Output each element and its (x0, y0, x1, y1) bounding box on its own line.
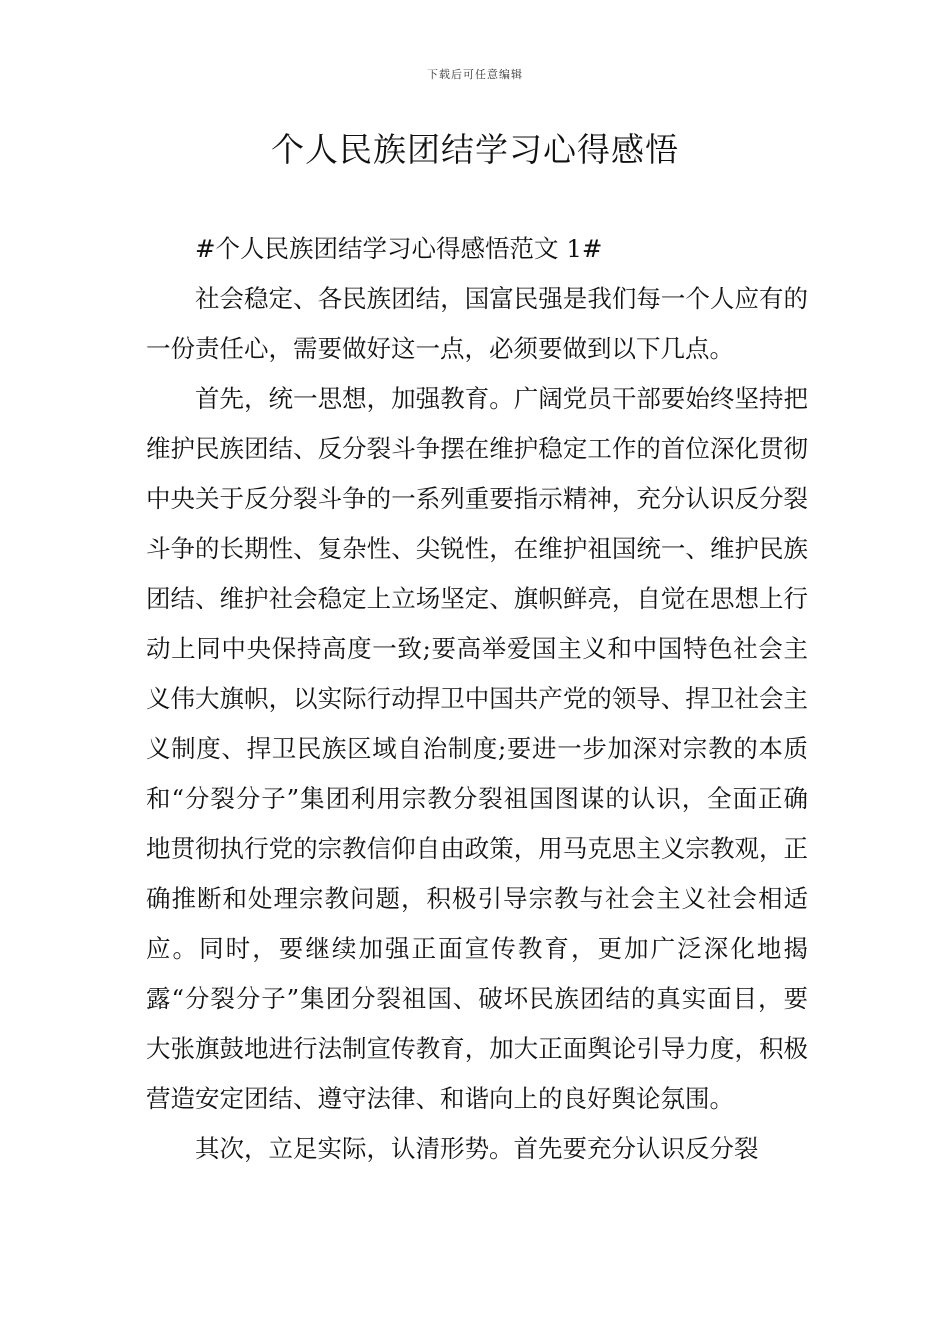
paragraph-subtitle: #个人民族团结学习心得感悟范文 1# (195, 234, 603, 263)
paragraph: 社会稳定、各民族团结，国富民强是我们每一个人应有的一份责任心，需要做好这一点，必须要做到以下几点。 (146, 284, 808, 363)
document-body (146, 224, 808, 1174)
header-note: 下载后可任意编辑 (427, 68, 523, 81)
paragraph: 其次，立足实际，认清形势。首先要充分认识反分裂 (195, 1134, 759, 1163)
paragraph: 首先，统一思想，加强教育。广阔党员干部要始终坚持把维护民族团结、反分裂斗争摆在维护稳定工作的首位深化贯彻中央关于反分裂斗争的一系列重要指示精神，充分认识反分裂斗争的长期性、复杂性、尖锐性，在维护祖国统一、维护民族团结、维护社会稳定上立场坚定、旗帜鲜亮，自觉在思想上行动上同中央保持高度一致;要高举爱国主义和中国特色社会主义伟大旗帜，以实际行动捍卫中国共产党的领导、捍卫社会主义制度、捍卫民族区域自治制度;要进一步加深对宗教的本质和“分裂分子”集团利用宗教分裂祖国图谋的认识，全面正确地贯彻执行党的宗教信仰自由政策，用马克思主义宗教观，正确推断和处理宗教问题，积极引导宗教与社会主义社会相适应。同时，要继续加强正面宣传教育，更加广泛深化地揭露“分裂分子”集团分裂祖国、破坏民族团结的真实面目，要大张旗鼓地进行法制宣传教育，加大正面舆论引导力度，积极营造安定团结、遵守法律、和谐向上的良好舆论氛围。 (146, 384, 808, 1113)
document-title: 个人民族团结学习心得感悟 (271, 130, 679, 169)
